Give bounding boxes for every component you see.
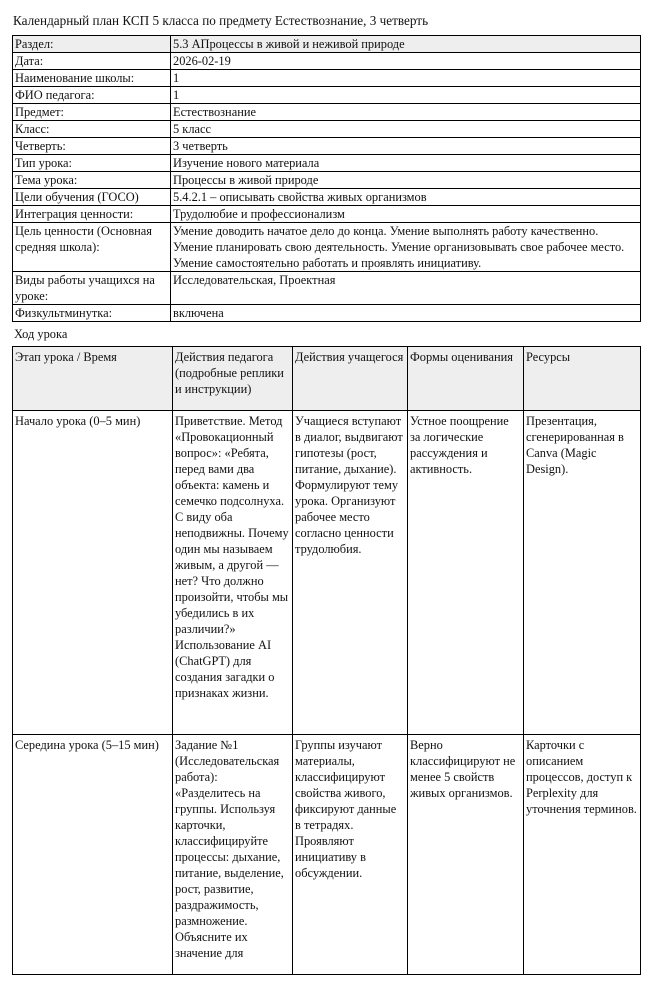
lesson-cell-student: Группы изучают материалы, классифицируют свойства живого, фиксируют данные в тетрадях. Проявляют инициативу в обсуждении.: [293, 735, 408, 975]
info-value: Исследовательская, Проектная: [171, 272, 641, 305]
document-title: Календарный план КСП 5 класса по предмету Естествознание, 3 четверть: [13, 13, 429, 28]
info-row-subject: [13, 104, 641, 121]
info-value: Трудолюбие и профессионализм: [171, 206, 641, 223]
lesson-cell-student: Учащиеся вступают в диалог, выдвигают гипотезы (рост, питание, дыхание). Формулируют тему урока. Организуют рабочее место согласно ценности трудолюбия.: [293, 411, 408, 735]
column-header-stage: Этап урока / Время: [13, 347, 173, 411]
info-row-school: [13, 70, 641, 87]
info-row-lesson-type: [13, 155, 641, 172]
lesson-cell-assessment: Верно классифицируют не менее 5 свойств живых организмов.: [408, 735, 524, 975]
info-row-value-integration: [13, 206, 641, 223]
lesson-cell-stage: Середина урока (5–15 мин): [13, 735, 173, 975]
info-value: 5 класс: [171, 121, 641, 138]
info-label: Дата:: [13, 53, 171, 70]
info-label: Класс:: [13, 121, 171, 138]
info-label: Цели обучения (ГОСО): [13, 189, 171, 206]
info-label: Наименование школы:: [13, 70, 171, 87]
info-value: Процессы в живой природе: [171, 172, 641, 189]
column-header-assessment: Формы оценивания: [408, 347, 524, 411]
info-table: [12, 35, 641, 322]
info-row-quarter: [13, 138, 641, 155]
info-label: Тема урока:: [13, 172, 171, 189]
column-header-teacher-actions: Действия педагога (подробные реплики и инструкции): [173, 347, 293, 411]
info-value: 3 четверть: [171, 138, 641, 155]
info-value: 5.4.2.1 – описывать свойства живых организмов: [171, 189, 641, 206]
lesson-cell-teacher: Задание №1 (Исследовательская работа): «Разделитесь на группы. Используя карточки, классифицируйте процессы: дыхание, питание, выделение, рост, развитие, раздражимость, размножение. Объясните их значение для: [173, 735, 293, 975]
info-value: 5.3 АПроцессы в живой и неживой природе: [171, 36, 641, 53]
info-value: 2026-02-19: [171, 53, 641, 70]
info-value: включена: [171, 305, 641, 322]
lesson-cell-resources: Карточки с описанием процессов, доступ к Perplexity для уточнения терминов.: [524, 735, 641, 975]
info-label: Виды работы учащихся на уроке:: [13, 272, 171, 305]
info-row-lesson-topic: [13, 172, 641, 189]
info-label: Раздел:: [13, 36, 171, 53]
lesson-cell-assessment: Устное поощрение за логические рассуждения и активность.: [408, 411, 524, 735]
lesson-plan-table: [12, 346, 641, 975]
info-value: Умение доводить начатое дело до конца. Умение выполнять работу качественно. Умение планировать свою деятельность. Умение организовывать свое рабочее место. Умение самостоятельно работать и проявлять инициативу.: [171, 223, 641, 272]
lesson-section-heading: Ход урока: [14, 327, 68, 341]
info-value: Естествознание: [171, 104, 641, 121]
info-value: 1: [171, 87, 641, 104]
info-label: Предмет:: [13, 104, 171, 121]
info-label: Интеграция ценности:: [13, 206, 171, 223]
info-label: ФИО педагога:: [13, 87, 171, 104]
info-row-physical-break: [13, 305, 641, 322]
column-header-student-actions: Действия учащегося: [293, 347, 408, 411]
lesson-cell-stage: Начало урока (0–5 мин): [13, 411, 173, 735]
info-row-section: [13, 36, 641, 53]
info-label: Цель ценности (Основная средняя школа):: [13, 223, 171, 272]
info-row-date: [13, 53, 641, 70]
info-row-value-goal: [13, 223, 641, 272]
info-value: Изучение нового материала: [171, 155, 641, 172]
info-label: Физкультминутка:: [13, 305, 171, 322]
lesson-header-row: [13, 347, 641, 411]
info-label: Четверть:: [13, 138, 171, 155]
column-header-resources: Ресурсы: [524, 347, 641, 411]
info-label: Тип урока:: [13, 155, 171, 172]
lesson-row-start: [13, 411, 641, 735]
info-row-teacher-name: [13, 87, 641, 104]
info-value: 1: [171, 70, 641, 87]
lesson-cell-resources: Презентация, сгенерированная в Canva (Magic Design).: [524, 411, 641, 735]
info-row-grade: [13, 121, 641, 138]
info-row-learning-goals: [13, 189, 641, 206]
lesson-cell-teacher: Приветствие. Метод «Провокационный вопрос»: «Ребята, перед вами два объекта: камень и семечко подсолнуха. С виду оба неподвижны. Почему один мы называем живым, а другой — нет? Что должно произойти, чтобы мы убедились в их различии?» Использование AI (ChatGPT) для создания загадки о признаках жизни.: [173, 411, 293, 735]
lesson-row-middle: [13, 735, 641, 975]
info-row-work-types: [13, 272, 641, 305]
